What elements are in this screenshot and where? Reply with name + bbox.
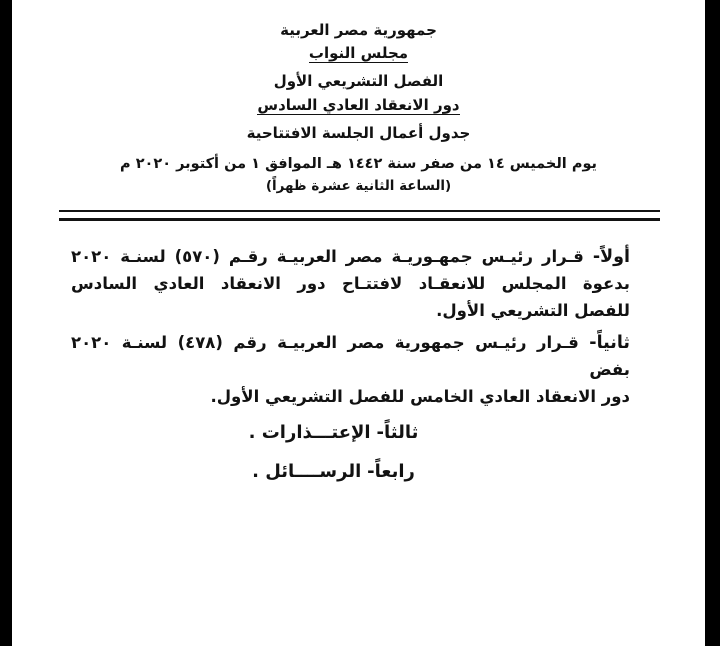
agenda-item-1-text-3: للفصل التشريعي الأول. — [436, 301, 630, 320]
agenda-item-3-line-1 — [71, 415, 596, 450]
agenda-item-2-separator: - — [589, 332, 597, 353]
date-time: (الساعة الثانية عشرة ظهراً) — [265, 177, 452, 194]
agenda-list — [71, 243, 630, 489]
agenda-item-2-text-2: دور الانعقاد العادي الخامس للفصل التشريعي الأول. — [210, 386, 630, 406]
header-divider-rule — [59, 210, 660, 221]
agenda-item-1-label: أولاً — [600, 246, 630, 267]
page-sheet — [15, 0, 702, 646]
agenda-item-4-line-1 — [71, 454, 596, 489]
header-session-round: دور الانعقاد العادي السادس — [257, 95, 460, 114]
agenda-item-1-text-1: قـرار رئيـس جمهـوريـة مصر العربيـة رقـم (٥٧٠) لسنـة ٢٠٢٠ — [71, 246, 584, 266]
document-header — [15, 0, 702, 141]
agenda-item-3-label: ثالثاً — [383, 421, 419, 443]
agenda-item-3-separator: - — [376, 421, 384, 443]
header-line-4-wrap — [15, 95, 702, 120]
header-country: جمهورية مصر العربية — [280, 21, 437, 39]
agenda-item-4-separator: - — [367, 460, 375, 482]
header-line-5-wrap — [15, 125, 702, 141]
agenda-item-2-label: ثانياً — [596, 332, 630, 353]
agenda-item-2-text-1: قـرار رئيـس جمهورية مصر العربيـة رقم (٤٧٨) لسنـة ٢٠٢٠ بفض — [71, 332, 630, 380]
agenda-item-1-line-3 — [71, 298, 630, 325]
agenda-item-1-line-1 — [71, 243, 630, 271]
header-line-3-wrap — [15, 73, 702, 89]
scan-edge-right — [705, 0, 720, 646]
header-legislative-term: الفصل التشريعي الأول — [273, 72, 444, 91]
agenda-item-4 — [71, 454, 630, 489]
header-chamber: مجلس النواب — [308, 44, 409, 63]
agenda-item-1-text-2: بدعوة المجلس للانعقـاد لافتتـاح دور الانعقاد العادي السادس — [71, 274, 630, 294]
agenda-item-3 — [71, 415, 630, 450]
agenda-item-3-text-1: الإعتـــذارات . — [248, 421, 371, 443]
date-block — [15, 154, 702, 196]
header-line-2-wrap — [15, 43, 702, 68]
date-hijri-gregorian: يوم الخميس ١٤ من صفر سنة ١٤٤٢ هـ الموافق ١ من أكتوبر ٢٠٢٠ م — [120, 155, 597, 172]
agenda-item-1 — [71, 243, 630, 325]
scan-edge-left — [0, 0, 12, 646]
agenda-item-1-separator: - — [592, 246, 601, 267]
agenda-item-4-label: رابعاً — [374, 460, 415, 482]
agenda-item-2 — [71, 329, 630, 411]
header-agenda-title: جدول أعمال الجلسة الافتتاحية — [246, 123, 471, 142]
agenda-item-2-line-1 — [71, 329, 630, 384]
header-line-1-wrap — [15, 22, 702, 38]
agenda-item-1-line-2 — [71, 271, 630, 298]
agenda-item-2-line-2 — [71, 384, 630, 411]
agenda-item-4-text-1: الرســــائل . — [252, 460, 362, 482]
